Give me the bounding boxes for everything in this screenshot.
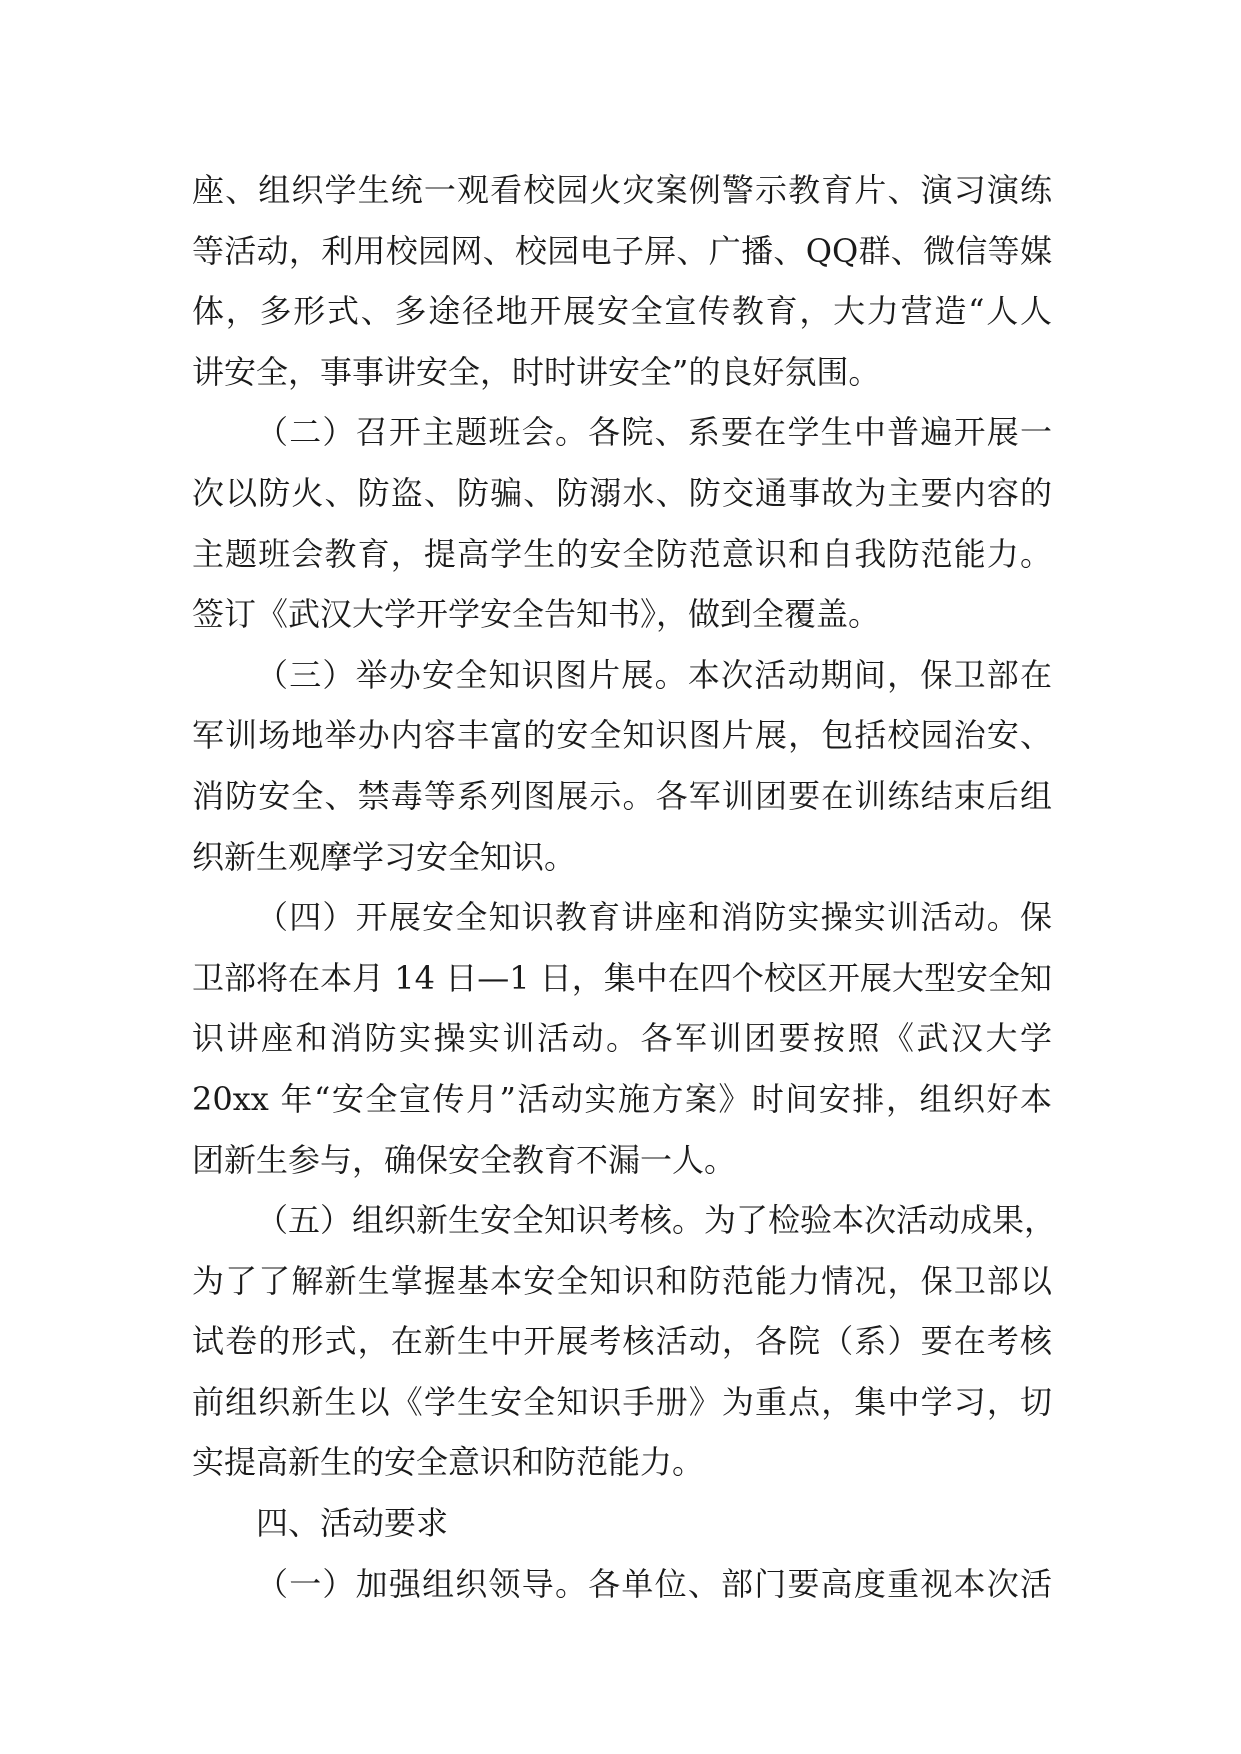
text-line: （二）召开主题班会。各院、系要在学生中普遍开展一 (256, 413, 1052, 452)
text-line: 团新生参与，确保安全教育不漏一人。 (192, 1140, 737, 1179)
body-text (192, 160, 1057, 1614)
text-line: （三）举办安全知识图片展。本次活动期间，保卫部在 (256, 655, 1052, 694)
text-line: 20xx 年“安全宣传月”活动实施方案》时间安排，组织好本 (192, 1079, 1052, 1118)
text-line: 消防安全、禁毒等系列图展示。各军训团要在训练结束后组 (192, 776, 1052, 815)
text-line: 试卷的形式，在新生中开展考核活动，各院（系）要在考核 (192, 1322, 1052, 1361)
text-line: 等活动，利用校园网、校园电子屏、广播、QQ群、微信等媒 (192, 231, 1052, 270)
text-line: 识讲座和消防实操实训活动。各军训团要按照《武汉大学 (192, 1019, 1052, 1058)
text-line: 主题班会教育，提高学生的安全防范意识和自我防范能力。 (192, 534, 1052, 573)
text-line: 织新生观摩学习安全知识。 (192, 837, 577, 876)
text-line: 签订《武汉大学开学安全告知书》，做到全覆盖。 (192, 595, 881, 634)
text-line: 体，多形式、多途径地开展安全宣传教育，大力营造“人人 (192, 292, 1052, 331)
text-line: （一）加强组织领导。各单位、部门要高度重视本次活 (256, 1564, 1052, 1603)
text-line: 座、组织学生统一观看校园火灾案例警示教育片、演习演练 (192, 171, 1052, 209)
text-line: 为了了解新生掌握基本安全知识和防范能力情况，保卫部以 (192, 1261, 1052, 1300)
text-line: （四）开展安全知识教育讲座和消防实操实训活动。保 (256, 898, 1052, 937)
text-line: （五）组织新生安全知识考核。为了检验本次活动成果， (256, 1201, 1057, 1240)
text-line: 实提高新生的安全意识和防范能力。 (192, 1443, 705, 1482)
text-line: 前组织新生以《学生安全知识手册》为重点，集中学习，切 (192, 1382, 1052, 1421)
text-line: 四、活动要求 (256, 1504, 449, 1543)
text-line: 讲安全，事事讲安全，时时讲安全”的良好氛围。 (192, 352, 881, 391)
text-line: 次以防火、防盗、防骗、防溺水、防交通事故为主要内容的 (192, 473, 1052, 512)
text-line: 军训场地举办内容丰富的安全知识图片展，包括校园治安、 (192, 716, 1052, 755)
text-line: 卫部将在本月 14 日—1 日，集中在四个校区开展大型安全知 (192, 958, 1052, 997)
